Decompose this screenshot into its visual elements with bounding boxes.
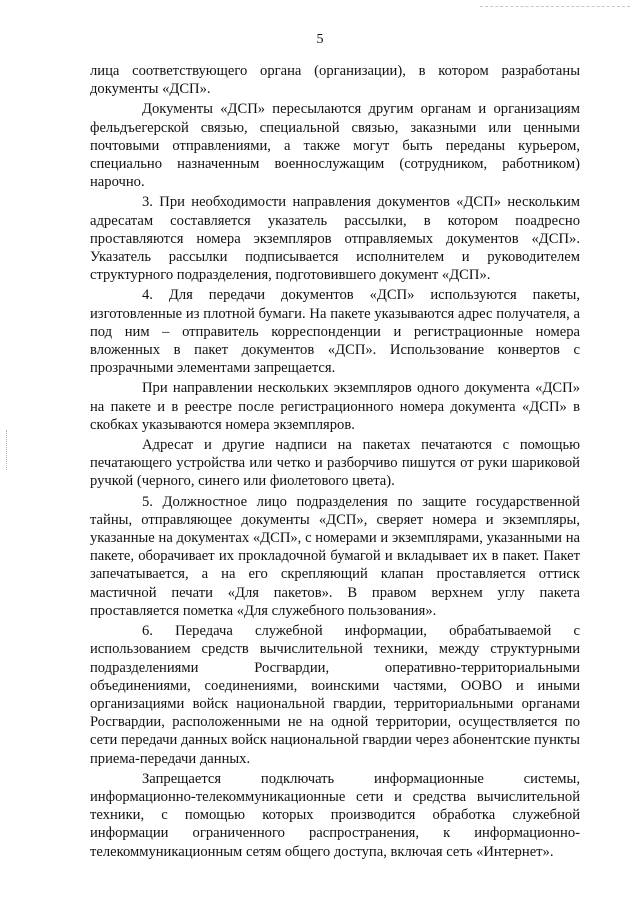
paragraph-envelope-labels: Адресат и другие надписи на пакетах печатаются с помощью печатающего устройства или четко и разборчиво пишутся от руки шариковой ручкой (черного, синего или фиолетового цвета). [90, 437, 580, 490]
document-body [90, 62, 580, 863]
scan-artifact-top [480, 6, 630, 11]
paragraph-item-6: 6. Передача служебной информации, обрабатываемой с использованием средств вычислительной техники, между структурными подразделениями Росгвардии, оперативно-территориальными объединениями, соединениями, воинскими частями, ООВО и иными организациями войск национальной гвардии, территориальными органами Росгвардии, расположенными не на одной территории, осуществляется по сети передачи данных войск национальной гвардии через абонентские пункты приема-передачи данных. [90, 623, 580, 767]
paragraph-multiple-copies: При направлении нескольких экземпляров одного документа «ДСП» на пакете и в реестре после регистрационного номера документа «ДСП» в скобках указываются номера экземпляров. [90, 380, 580, 433]
paragraph-item-4: 4. Для передачи документов «ДСП» используются пакеты, изготовленные из плотной бумаги. На пакете указываются адрес получателя, а под ним – отправитель корреспонденции и регистрационные номера вложенных в пакет документов «ДСП». Использование конвертов с прозрачными элементами запрещается. [90, 287, 580, 377]
scan-artifact-left [6, 430, 9, 470]
paragraph-prohibition: Запрещается подключать информационные системы, информационно-телекоммуникационные сети и средства вычислительной техники, с помощью которых производится обработка служебной информации ограниченного распространения, к информационно-телекоммуникационным сетям общего доступа, включая сеть «Интернет». [90, 770, 580, 860]
paragraph-item-3: 3. При необходимости направления документов «ДСП» нескольким адресатам составляется указатель рассылки, в котором поадресно проставляются номера экземпляров отправляемых документов «ДСП». Указатель рассылки подписывается исполнителем и руководителем структурного подразделения, подготовившего документ «ДСП». [90, 194, 580, 284]
paragraph-continuation: лица соответствующего органа (организации), в котором разработаны документы «ДСП». [90, 63, 580, 98]
page-number: 5 [316, 32, 324, 47]
paragraph-dsp-forwarding: Документы «ДСП» пересылаются другим органам и организациям фельдъегерской связью, специальной связью, заказными или ценными почтовыми отправлениями, а также могут быть переданы курьером, специально назначенным военнослужащим (сотрудником, работником) нарочно. [90, 101, 580, 191]
paragraph-item-5: 5. Должностное лицо подразделения по защите государственной тайны, отправляющее документы «ДСП», сверяет номера и экземпляры, указанные на документах «ДСП», с номерами и экземплярами, указанными на пакете, оборачивает их прокладочной бумагой и вкладывает их в пакет. Пакет запечатывается, а на его скрепляющий клапан проставляется оттиск мастичной печати «Для пакетов». В правом верхнем углу пакета проставляется пометка «Для служебного пользования». [90, 493, 580, 619]
